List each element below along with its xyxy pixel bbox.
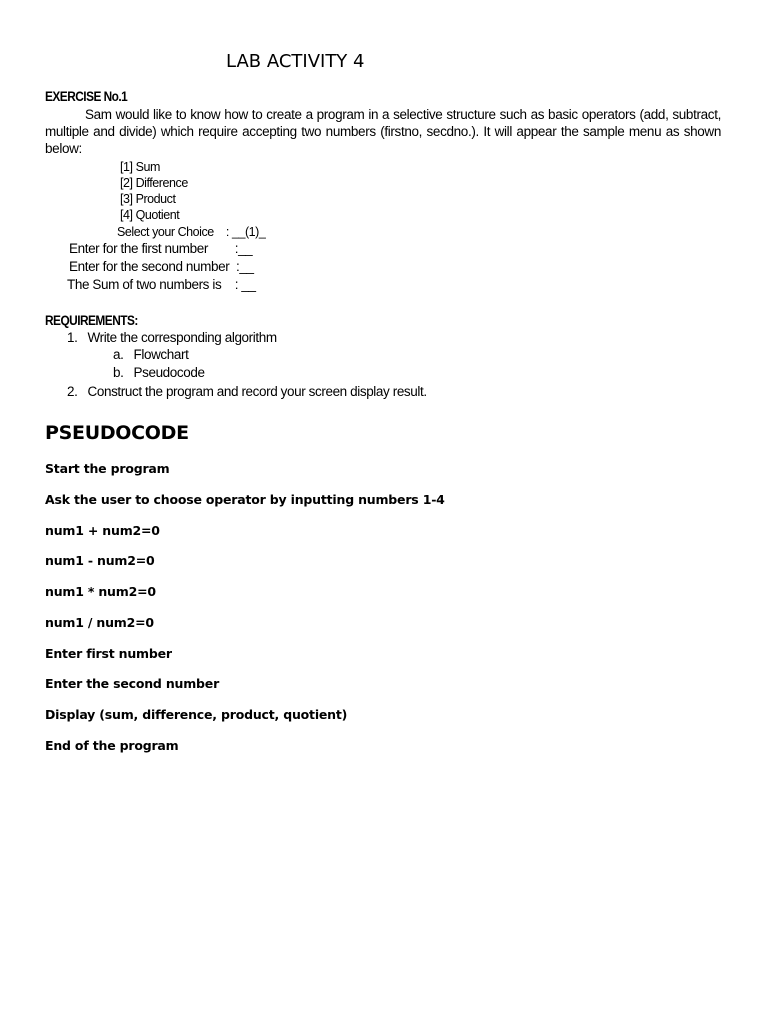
pseudocode-line: Start the program bbox=[45, 461, 170, 476]
prompt-first-number: Enter for the first number :__ bbox=[69, 241, 253, 256]
exercise-description bbox=[45, 106, 721, 157]
pseudocode-line: Enter first number bbox=[45, 646, 172, 661]
requirement-item-1b: b. Pseudocode bbox=[113, 365, 205, 380]
prompt-sum-result: The Sum of two numbers is : __ bbox=[67, 277, 256, 292]
requirement-item-2: 2. Construct the program and record your screen display result. bbox=[67, 384, 427, 399]
pseudocode-line: num1 + num2=0 bbox=[45, 523, 160, 538]
exercise-heading: EXERCISE No.1 bbox=[45, 89, 128, 104]
pseudocode-line: Display (sum, difference, product, quotient) bbox=[45, 707, 348, 722]
menu-item-product: [3] Product bbox=[120, 192, 176, 206]
pseudocode-line: Ask the user to choose operator by inputting numbers 1-4 bbox=[45, 492, 445, 507]
exercise-description-text: Sam would like to know how to create a program in a selective structure such as basic operators (add, subtract, multiple and divide) which require accepting two numbers (firstno, secdno.). It will appear the sample menu as shown below: bbox=[45, 107, 721, 156]
pseudocode-heading: PSEUDOCODE bbox=[45, 422, 189, 444]
page-title: LAB ACTIVITY 4 bbox=[226, 51, 365, 72]
pseudocode-line: num1 / num2=0 bbox=[45, 615, 154, 630]
menu-item-difference: [2] Difference bbox=[120, 176, 188, 190]
menu-item-quotient: [4] Quotient bbox=[120, 208, 180, 222]
pseudocode-line: Enter the second number bbox=[45, 676, 220, 691]
menu-item-sum: [1] Sum bbox=[120, 160, 160, 174]
select-choice-prompt: Select your Choice : __(1)_ bbox=[117, 225, 266, 239]
requirements-heading: REQUIREMENTS: bbox=[45, 313, 138, 328]
pseudocode-line: End of the program bbox=[45, 738, 179, 753]
pseudocode-line: num1 * num2=0 bbox=[45, 584, 156, 599]
requirement-item-1a: a. Flowchart bbox=[113, 347, 189, 362]
pseudocode-line: num1 - num2=0 bbox=[45, 553, 155, 568]
requirement-item-1: 1. Write the corresponding algorithm bbox=[67, 330, 277, 345]
prompt-second-number: Enter for the second number :__ bbox=[69, 259, 254, 274]
